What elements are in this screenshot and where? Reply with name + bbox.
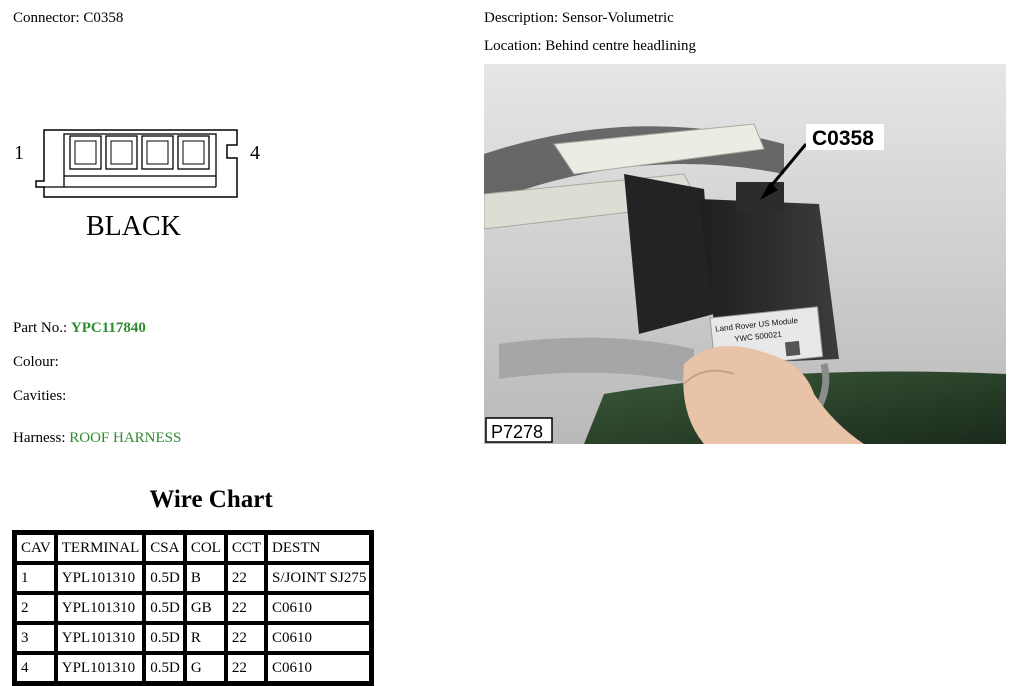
part-no-label: Part No.: <box>13 320 68 336</box>
connector-inner <box>64 134 216 176</box>
wire-chart-title: Wire Chart <box>149 486 273 513</box>
cell-terminal: YPL101310 <box>56 563 145 593</box>
cell-col: B <box>185 563 226 593</box>
cell-csa: 0.5D <box>144 593 185 623</box>
photo-ref: P7278 <box>491 422 544 442</box>
table-row <box>15 593 371 623</box>
col-cav: CAV <box>15 533 56 563</box>
col-csa: CSA <box>144 533 185 563</box>
connector-colour-text: BLACK <box>86 211 181 240</box>
description-line <box>484 10 674 27</box>
cavities-line <box>13 388 66 405</box>
harness-line <box>13 430 181 447</box>
cell-terminal: YPL101310 <box>56 653 145 683</box>
cell-destn: C0610 <box>266 593 371 623</box>
cell-destn: C0610 <box>266 623 371 653</box>
cell-cct: 22 <box>226 593 266 623</box>
cell-csa: 0.5D <box>144 623 185 653</box>
sensor-wedge <box>624 174 714 334</box>
description-label: Description: <box>484 10 559 26</box>
cell-cav: 4 <box>15 653 56 683</box>
cavities-label: Cavities: <box>13 388 67 404</box>
callout-label: C0358 <box>812 127 874 150</box>
module-label-line1: Land Rover US Module <box>714 315 799 334</box>
col-destn: DESTN <box>266 533 371 563</box>
wire-chart-table <box>12 530 374 686</box>
cell-csa: 0.5D <box>144 653 185 683</box>
cell-col: GB <box>185 593 226 623</box>
module-label-line2: YWC 500021 <box>733 329 783 344</box>
connector-line <box>13 10 123 27</box>
pin-right-label: 4 <box>250 142 260 164</box>
pin-left-label: 1 <box>14 142 24 164</box>
table-row <box>15 623 371 653</box>
colour-line <box>13 354 59 371</box>
harness-label: Harness: <box>13 430 66 446</box>
description-value: Sensor-Volumetric <box>561 10 674 26</box>
connector-diagram <box>10 125 270 240</box>
cell-cav: 3 <box>15 623 56 653</box>
cell-terminal: YPL101310 <box>56 623 145 653</box>
table-header-row <box>15 533 371 563</box>
connector-value: C0358 <box>83 10 124 26</box>
location-photo <box>484 64 1006 444</box>
col-cct: CCT <box>226 533 266 563</box>
location-label: Location: <box>484 38 542 54</box>
location-line <box>484 38 696 55</box>
cell-cct: 22 <box>226 653 266 683</box>
cell-cct: 22 <box>226 623 266 653</box>
col-col: COL <box>185 533 226 563</box>
cell-cav: 2 <box>15 593 56 623</box>
part-no-value[interactable]: YPC117840 <box>70 320 146 336</box>
cell-terminal: YPL101310 <box>56 593 145 623</box>
colour-label: Colour: <box>13 354 59 370</box>
location-value: Behind centre headlining <box>545 38 697 54</box>
cell-destn: S/JOINT SJ275 <box>266 563 371 593</box>
cavities-group <box>70 136 209 169</box>
col-terminal: TERMINAL <box>56 533 145 563</box>
cell-col: G <box>185 653 226 683</box>
cell-destn: C0610 <box>266 653 371 683</box>
part-no-line <box>13 320 146 337</box>
cell-cct: 22 <box>226 563 266 593</box>
cell-csa: 0.5D <box>144 563 185 593</box>
harness-value[interactable]: ROOF HARNESS <box>69 430 182 446</box>
table-row <box>15 563 371 593</box>
connector-label: Connector: <box>13 10 80 26</box>
table-row <box>15 653 371 683</box>
cell-cav: 1 <box>15 563 56 593</box>
cell-col: R <box>185 623 226 653</box>
